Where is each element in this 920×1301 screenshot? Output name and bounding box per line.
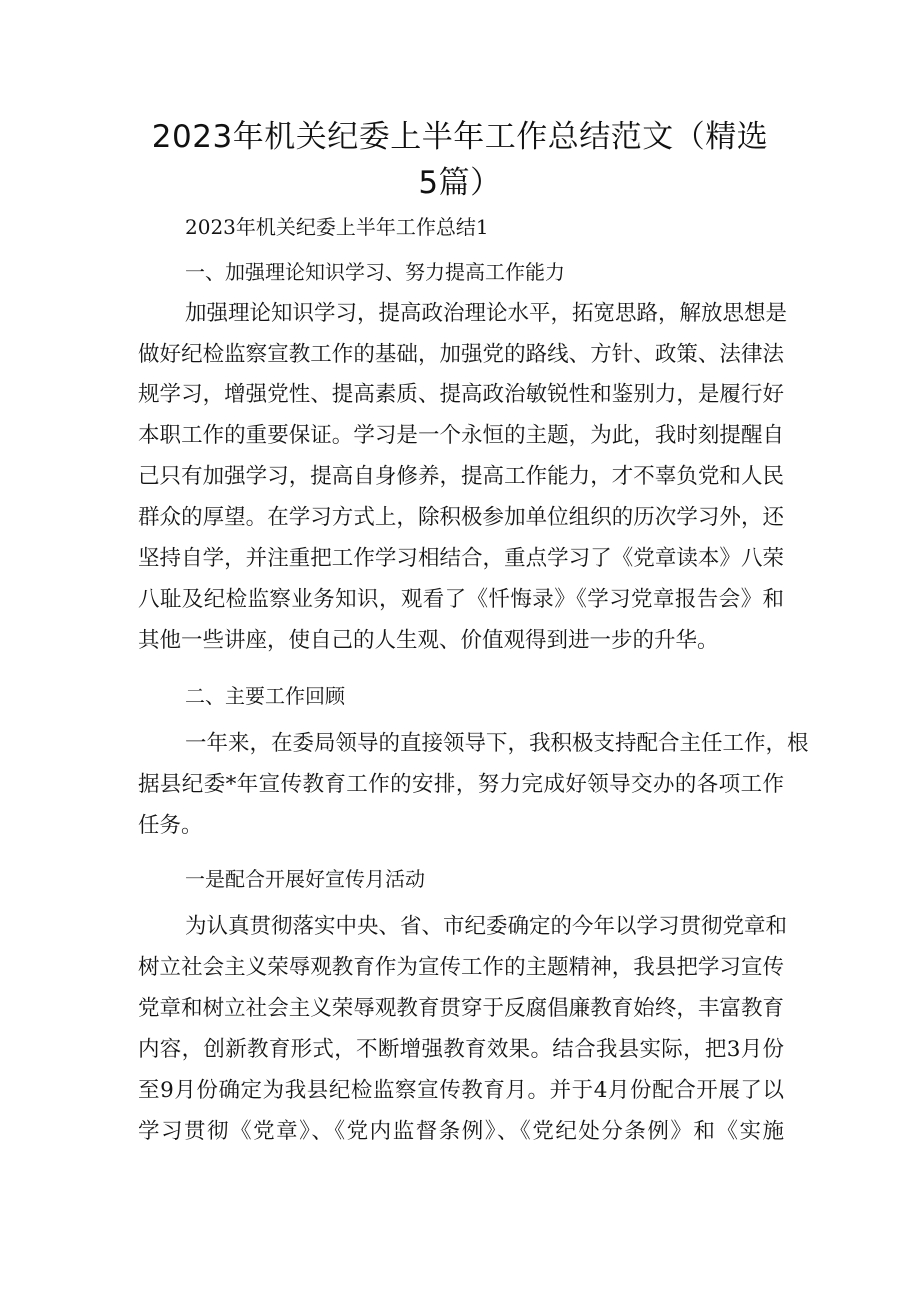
subsection1-heading: 一是配合开展好宣传月活动 xyxy=(185,867,425,891)
paragraph-line: 任务。 xyxy=(138,813,203,838)
paragraph-line: 加强理论知识学习，提高政治理论水平，拓宽思路，解放思想是 xyxy=(185,301,788,326)
paragraph-line: 群众的厚望。在学习方式上，除积极参加单位组织的历次学习外，还 xyxy=(138,505,784,530)
paragraph-line: 据县纪委*年宣传教育工作的安排，努力完成好领导交办的各项工作 xyxy=(138,772,784,797)
paragraph-line: 做好纪检监察宣教工作的基础，加强党的路线、方针、政策、法律法 xyxy=(138,342,784,367)
section1-heading: 一、加强理论知识学习、努力提高工作能力 xyxy=(185,260,565,284)
paragraph-line: 党章和树立社会主义荣辱观教育贯穿于反腐倡廉教育始终，丰富教育 xyxy=(138,996,784,1021)
paragraph-line: 学习贯彻《党章》、《党内监督条例》、《党纪处分条例》和《实施 xyxy=(138,1119,784,1144)
paragraph-line: 一年来，在委局领导的直接领导下，我积极支持配合主任工作，根 xyxy=(185,731,809,756)
paragraph-line: 为认真贯彻落实中央、省、市纪委确定的今年以学习贯彻党章和 xyxy=(185,914,788,939)
paragraph-line: 规学习，增强党性、提高素质、提高政治敏锐性和鉴别力，是履行好 xyxy=(138,382,784,407)
paragraph-line: 本职工作的重要保证。学习是一个永恒的主题，为此，我时刻提醒自 xyxy=(138,423,784,448)
document-title-line1: 2023年机关纪委上半年工作总结范文（精选 xyxy=(151,119,769,155)
document-title-line2: 5篇） xyxy=(418,165,502,201)
document-subtitle: 2023年机关纪委上半年工作总结1 xyxy=(185,215,489,239)
paragraph-line: 其他一些讲座，使自己的人生观、价值观得到进一步的升华。 xyxy=(138,628,719,653)
paragraph-line: 八耻及纪检监察业务知识，观看了《忏悔录》《学习党章报告会》和 xyxy=(138,587,784,612)
paragraph-line: 内容，创新教育形式，不断增强教育效果。结合我县实际，把3月份 xyxy=(138,1037,784,1062)
section2-heading: 二、主要工作回顾 xyxy=(185,684,345,708)
paragraph-line: 坚持自学，并注重把工作学习相结合，重点学习了《党章读本》八荣 xyxy=(138,546,784,571)
paragraph-line: 至9月份确定为我县纪检监察宣传教育月。并于4月份配合开展了以 xyxy=(138,1078,784,1103)
paragraph-line: 树立社会主义荣辱观教育作为宣传工作的主题精神，我县把学习宣传 xyxy=(138,955,784,980)
paragraph-line: 己只有加强学习，提高自身修养，提高工作能力，才不辜负党和人民 xyxy=(138,464,784,489)
